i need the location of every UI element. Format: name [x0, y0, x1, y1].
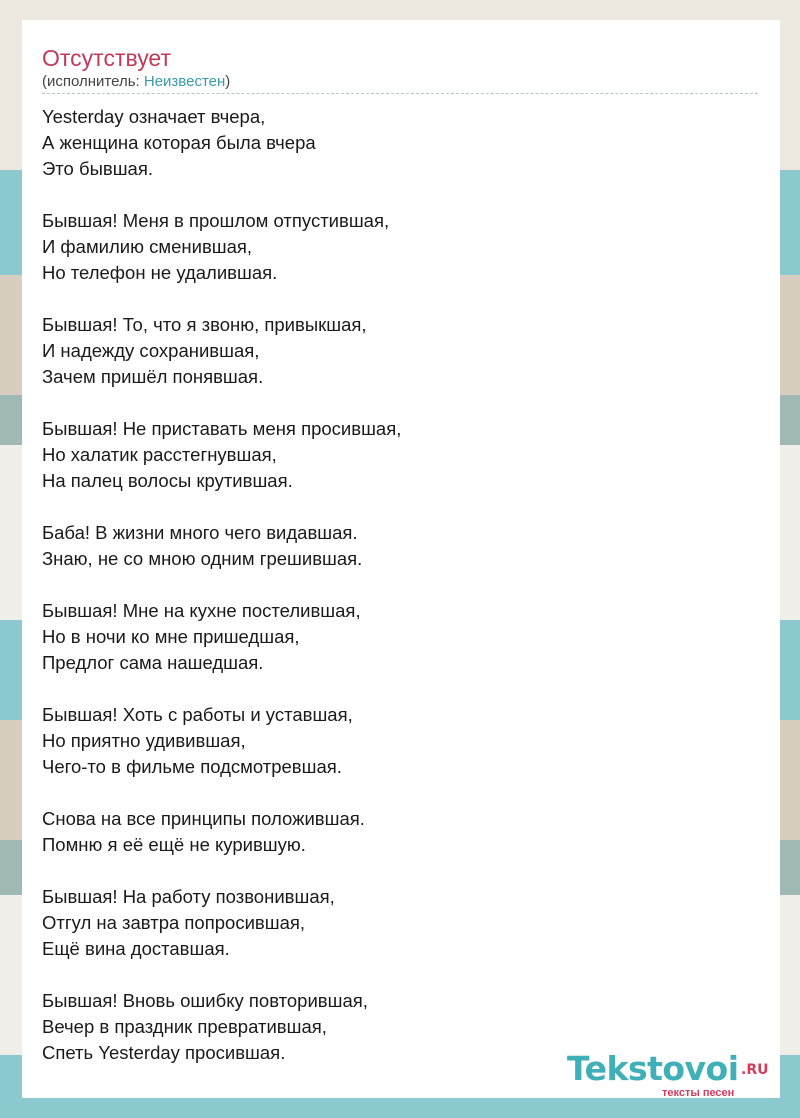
- lyric-line: Отгул на завтра попросившая,: [42, 912, 306, 933]
- lyric-line: На палец волосы крутившая.: [42, 470, 293, 491]
- lyric-line: Бывшая! То, что я звоню, привыкшая,: [42, 314, 367, 335]
- lyric-line: Чего-то в фильме подсмотревшая.: [42, 756, 342, 777]
- logo-wordmark: Tekstovoi: [567, 1049, 739, 1088]
- lyrics-stanza: [42, 416, 758, 494]
- lyric-line: Снова на все принципы положившая.: [42, 808, 365, 829]
- lyric-line: Бывшая! На работу позвонившая,: [42, 886, 335, 907]
- artist-link[interactable]: Неизвестен: [143, 73, 226, 90]
- lyrics-card: [22, 20, 780, 1098]
- lyric-line: И надежду сохранившая,: [42, 340, 260, 361]
- lyrics-stanza: [42, 806, 758, 858]
- logo-tagline: тексты песен: [662, 1087, 735, 1099]
- title-divider: [42, 93, 758, 94]
- lyric-line: Вечер в праздник превратившая,: [42, 1016, 327, 1037]
- lyric-line: Но халатик расстегнувшая,: [42, 444, 277, 465]
- lyric-line: Баба! В жизни много чего видавшая.: [42, 522, 358, 543]
- lyric-line: Знаю, не со мною одним грешившая.: [42, 548, 363, 569]
- artist-line: [42, 73, 230, 91]
- logo-domain: .RU: [741, 1062, 769, 1078]
- lyric-line: И фамилию сменившая,: [42, 236, 253, 257]
- artist-suffix: ): [225, 73, 231, 90]
- lyrics-stanza: [42, 702, 758, 780]
- lyric-line: Бывшая! Мне на кухне постелившая,: [42, 600, 361, 621]
- lyrics-stanza: [42, 104, 758, 182]
- lyric-line: Предлог сама нашедшая.: [42, 652, 264, 673]
- lyric-line: Бывшая! Меня в прошлом отпустившая,: [42, 210, 390, 231]
- lyric-line: А женщина которая была вчера: [42, 132, 316, 153]
- lyric-line: Бывшая! Хоть с работы и уставшая,: [42, 704, 353, 725]
- lyric-line: Ещё вина доставшая.: [42, 938, 230, 959]
- lyric-line: Помню я её ещё не курившую.: [42, 834, 306, 855]
- lyric-line: Но телефон не удалившая.: [42, 262, 278, 283]
- artist-prefix: (исполнитель:: [42, 73, 144, 90]
- song-title: Отсутствует: [42, 45, 171, 71]
- lyrics-stanza: [42, 312, 758, 390]
- site-logo[interactable]: [567, 1050, 777, 1100]
- lyric-line: Зачем пришёл понявшая.: [42, 366, 264, 387]
- lyric-line: Это бывшая.: [42, 158, 153, 179]
- lyric-line: Но приятно удивившая,: [42, 730, 246, 751]
- lyric-line: Спеть Yesterday просившая.: [42, 1042, 286, 1063]
- lyric-line: Бывшая! Не приставать меня просившая,: [42, 418, 402, 439]
- lyrics-stanza: [42, 520, 758, 572]
- lyric-line: Бывшая! Вновь ошибку повторившая,: [42, 990, 368, 1011]
- lyrics-text: [42, 104, 758, 1092]
- lyrics-stanza: [42, 884, 758, 962]
- lyric-line: Но в ночи ко мне пришедшая,: [42, 626, 300, 647]
- lyric-line: Yesterday означает вчера,: [42, 106, 266, 127]
- lyrics-stanza: [42, 208, 758, 286]
- lyrics-stanza: [42, 598, 758, 676]
